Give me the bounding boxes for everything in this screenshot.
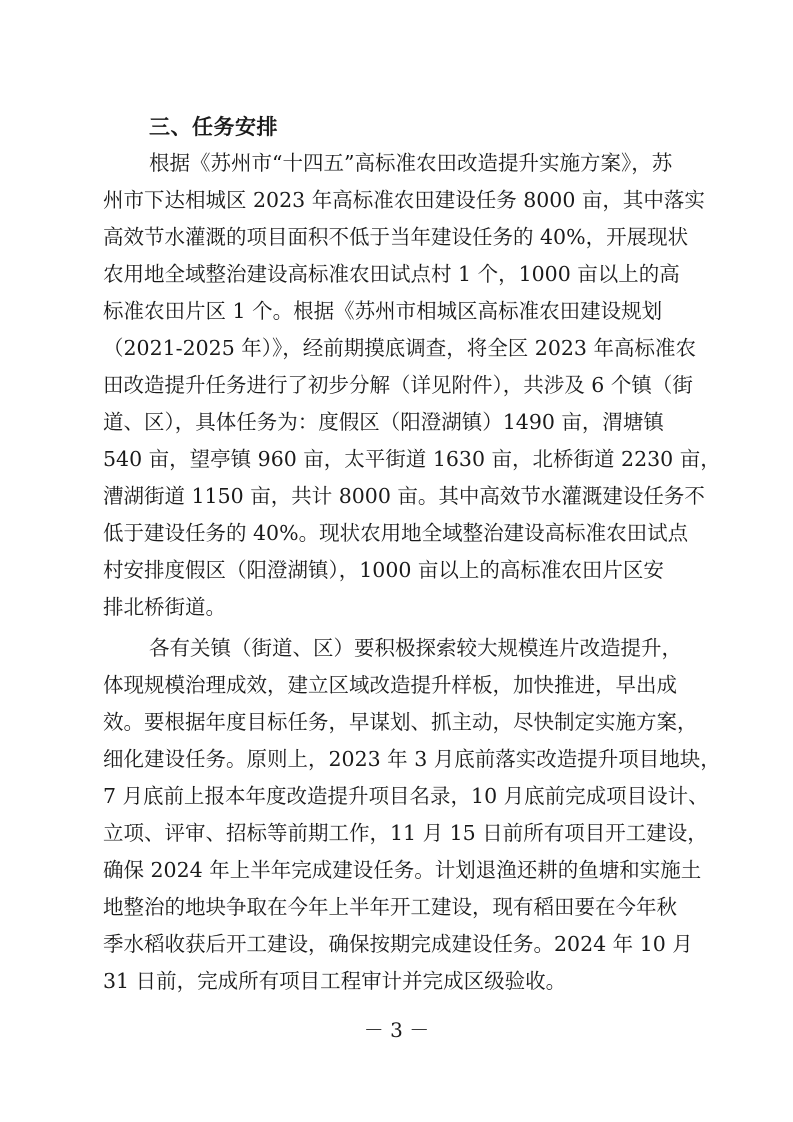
paragraph-line: 效。要根据年度目标任务，早谋划、抓主动，尽快制定实施方案，: [103, 710, 698, 734]
paragraph-line: 季水稻收获后开工建设，确保按期完成建设任务。2024 年 10 月: [103, 932, 693, 956]
paragraph-line: 细化建设任务。原则上，2023 年 3 月底前落实改造提升项目地块，: [103, 747, 721, 771]
paragraph-line: 村安排度假区（阳澄湖镇），1000 亩以上的高标准农田片区安: [103, 558, 664, 582]
paragraph-line: 排北桥街道。: [103, 595, 226, 619]
paragraph-line: 州市下达相城区 2023 年高标准农田建设任务 8000 亩，其中落实: [103, 188, 705, 212]
paragraph-line: 31 日前，完成所有项目工程审计并完成区级验收。: [103, 969, 567, 993]
paragraph-line: 低于建设任务的 40%。现状农用地全域整治建设高标准农田试点: [103, 521, 689, 545]
paragraph-line: 确保 2024 年上半年完成建设任务。计划退渔还耕的鱼塘和实施土: [103, 858, 702, 882]
paragraph-line: 田改造提升任务进行了初步分解（详见附件），共涉及 6 个镇（街: [103, 373, 693, 397]
paragraph-line: 道、区），具体任务为：度假区（阳澄湖镇）1490 亩，渭塘镇: [103, 410, 664, 434]
paragraph-line: 各有关镇（街道、区）要积极探索较大规模连片改造提升，: [149, 636, 682, 660]
paragraph-line: 540 亩，望亭镇 960 亩，太平街道 1630 亩，北桥街道 2230 亩，: [103, 447, 721, 471]
section-heading: 三、任务安排: [149, 115, 278, 139]
paragraph-line: 立项、评审、招标等前期工作，11 月 15 日前所有项目开工建设，: [103, 821, 708, 845]
paragraph-line: 7 月底前上报本年度改造提升项目名录，10 月底前完成项目设计、: [103, 784, 709, 808]
page-number: － 3 －: [363, 1018, 430, 1042]
paragraph-line: 根据《苏州市“十四五”高标准农田改造提升实施方案》，苏: [149, 151, 673, 175]
paragraph-line: 地整治的地块争取在今年上半年开工建设，现有稻田要在今年秋: [103, 895, 677, 919]
paragraph-line: 农用地全域整治建设高标准农田试点村 1 个，1000 亩以上的高: [103, 262, 680, 286]
paragraph-line: 体现规模治理成效，建立区域改造提升样板，加快推进，早出成: [103, 673, 677, 697]
paragraph-line: 高效节水灌溉的项目面积不低于当年建设任务的 40%，开展现状: [103, 225, 689, 249]
paragraph-line: （2021-2025 年）》，经前期摸底调查，将全区 2023 年高标准农: [103, 336, 696, 360]
paragraph-line: 标准农田片区 1 个。根据《苏州市相城区高标准农田建设规划: [103, 299, 663, 323]
paragraph-line: 漕湖街道 1150 亩，共计 8000 亩。其中高效节水灌溉建设任务不: [103, 484, 705, 508]
